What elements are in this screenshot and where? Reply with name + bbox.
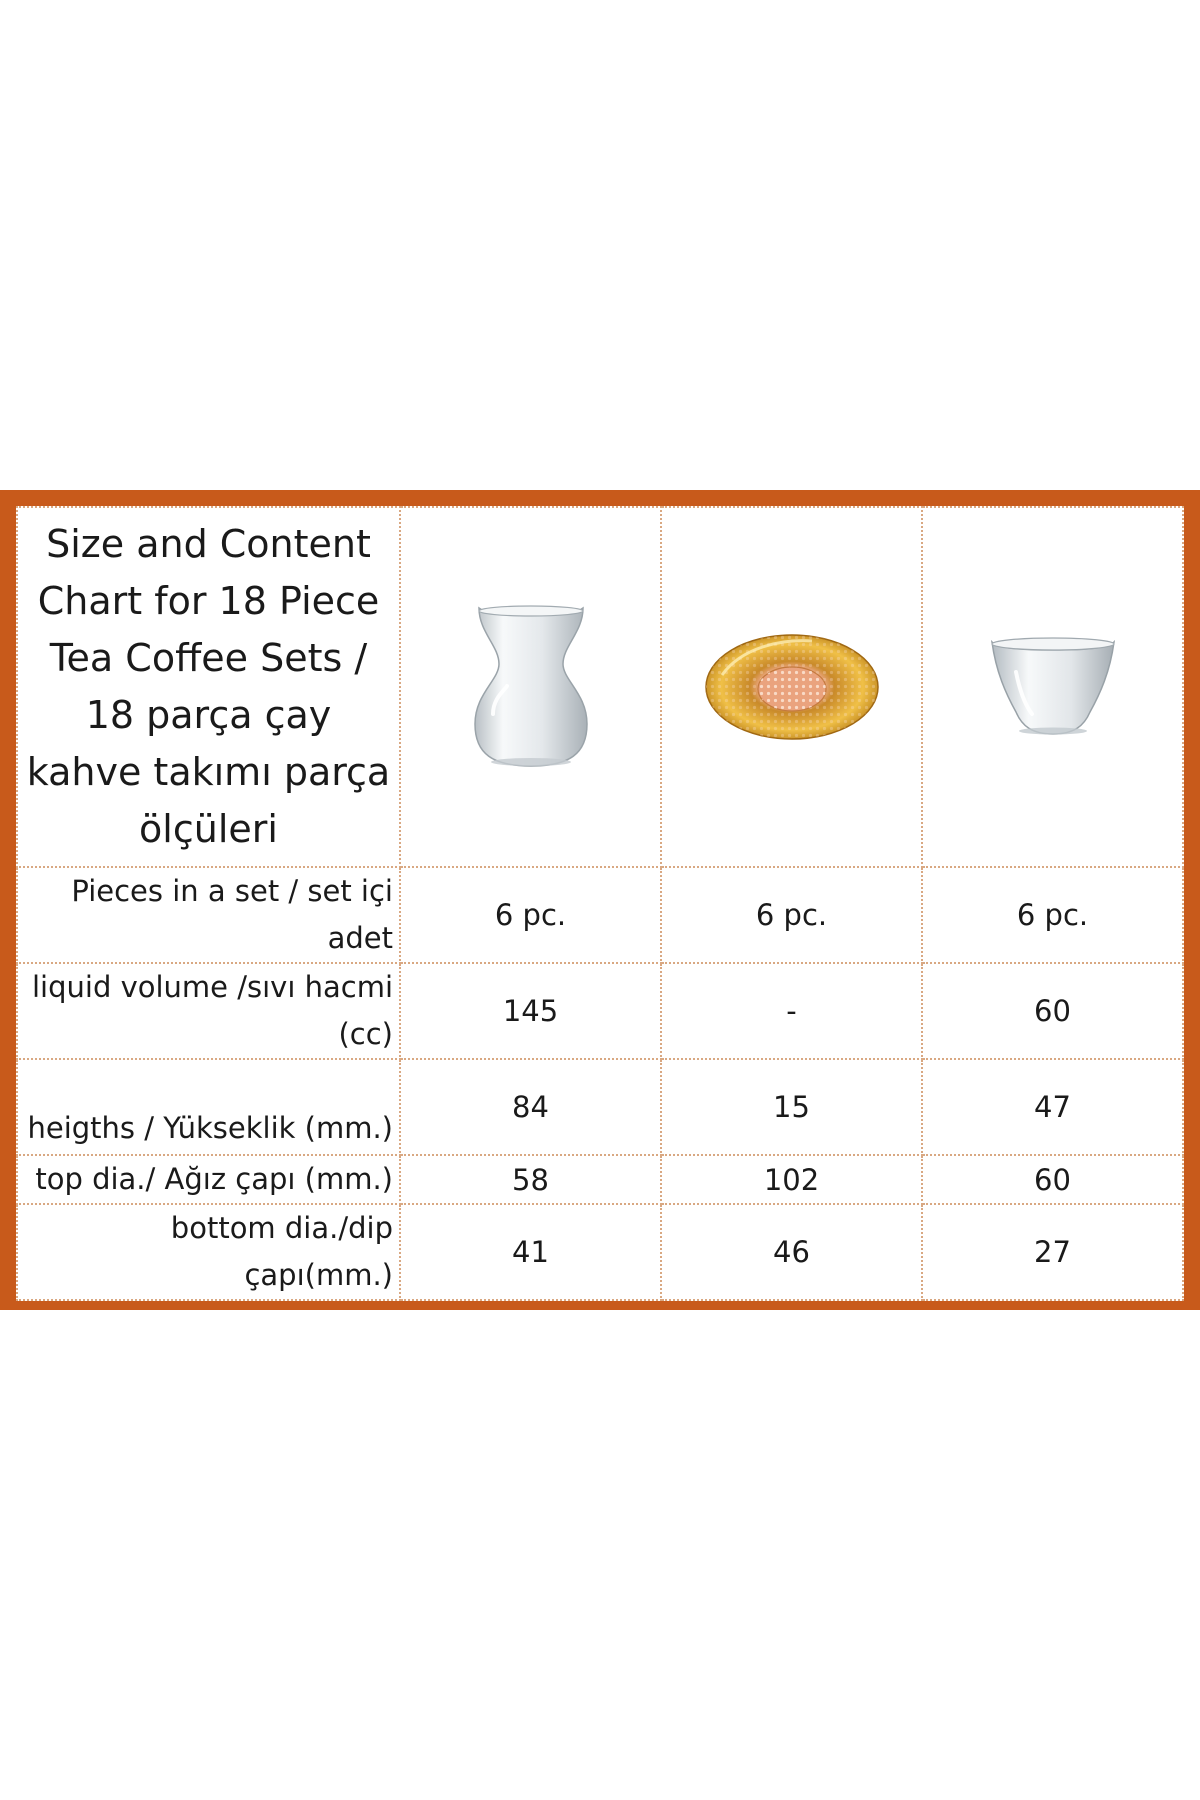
saucer-icon (702, 627, 882, 747)
cell-value: 102 (661, 1155, 922, 1204)
cell-value: 46 (661, 1204, 922, 1300)
cell-value: 27 (922, 1204, 1183, 1300)
cell-value: 41 (400, 1204, 661, 1300)
row-label-bottom-dia: bottom dia./dip çapı(mm.) (17, 1204, 400, 1300)
table-row (17, 1204, 1183, 1300)
header-row (17, 507, 1183, 867)
coffee-cup-icon (988, 632, 1118, 742)
size-chart-frame (0, 490, 1200, 1310)
size-content-table (16, 506, 1184, 1301)
row-label-volume: liquid volume /sıvı hacmi (cc) (17, 963, 400, 1059)
cell-value: - (661, 963, 922, 1059)
chart-title: Size and Content Chart for 18 Piece Tea Coffee Sets / 18 parça çay kahve takımı parça ölçüleri (17, 507, 400, 867)
product-coffee-cup (922, 507, 1183, 867)
row-label-top-dia: top dia./ Ağız çapı (mm.) (17, 1155, 400, 1204)
cell-value: 60 (922, 1155, 1183, 1204)
cell-value: 58 (400, 1155, 661, 1204)
row-label-pieces: Pieces in a set / set içi adet (17, 867, 400, 963)
cell-value: 84 (400, 1059, 661, 1155)
table-row (17, 1059, 1183, 1155)
row-label-height: heigths / Yükseklik (mm.) (17, 1059, 400, 1155)
tea-glass-icon (471, 602, 591, 772)
cell-value: 6 pc. (400, 867, 661, 963)
product-saucer (661, 507, 922, 867)
cell-value: 15 (661, 1059, 922, 1155)
cell-value: 145 (400, 963, 661, 1059)
cell-value: 6 pc. (922, 867, 1183, 963)
cell-value: 6 pc. (661, 867, 922, 963)
table-row (17, 867, 1183, 963)
cell-value: 60 (922, 963, 1183, 1059)
product-tea-glass (400, 507, 661, 867)
cell-value: 47 (922, 1059, 1183, 1155)
table-row (17, 963, 1183, 1059)
table-row (17, 1155, 1183, 1204)
